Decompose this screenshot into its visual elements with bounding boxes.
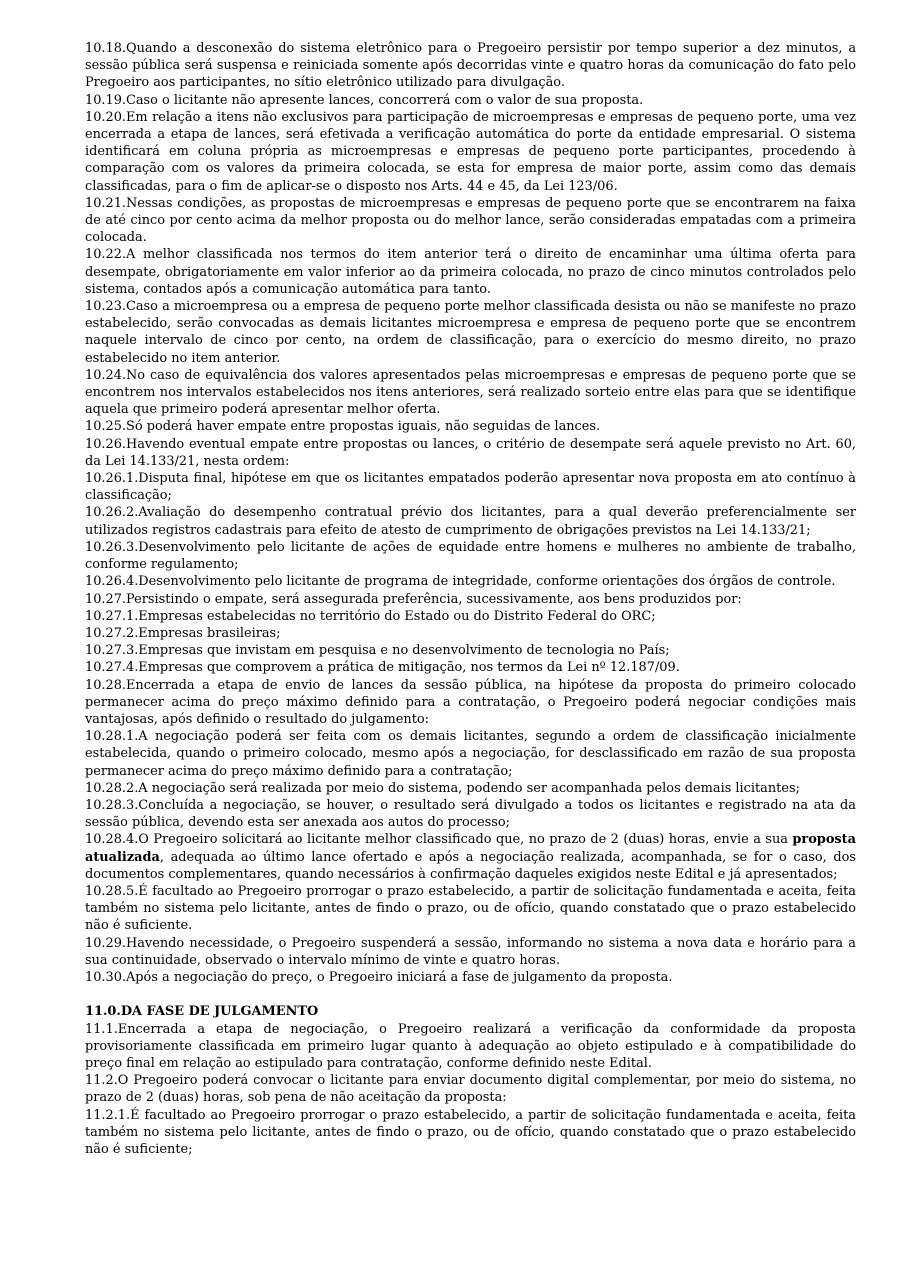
section-10-paragraphs [85, 40, 856, 831]
paragraph: 10.26.3.Desenvolvimento pelo licitante de ações de equidade entre homens e mulheres no ambiente de trabalho, conforme regulamento; [85, 539, 856, 573]
paragraph-text: 10.28.4.O Pregoeiro solicitará ao licitante melhor classificado que, no prazo de 2 (duas) horas, envie a sua [85, 832, 793, 848]
paragraph: 10.27.2.Empresas brasileiras; [85, 625, 281, 641]
paragraph-text: , adequada ao último lance ofertado e após a negociação realizada, acompanhada, se for o caso, dos documentos complementares, quando necessários à confirmação daqueles exigidos neste Edital e já apresentados; [85, 849, 856, 882]
paragraph: 10.28.1.A negociação poderá ser feita com os demais licitantes, segundo a ordem de classificação inicialmente estabelecida, quando o primeiro colocado, mesmo após a negociação, for desclassificado em razão de sua proposta permanecer acima do preço máximo definido para a contratação; [85, 729, 856, 779]
paragraph: 10.27.1.Empresas estabelecidas no território do Estado ou do Distrito Federal do ORC; [85, 608, 656, 624]
paragraph: 11.1.Encerrada a etapa de negociação, o Pregoeiro realizará a verificação da conformidade da proposta provisoriamente classificada em primeiro lugar quanto à adequação ao objeto estipulado e à compatibilidade do preço final em relação ao estipulado para contratação, conforme definido neste Edital. [85, 1021, 856, 1071]
paragraph: 10.18.Quando a desconexão do sistema eletrônico para o Pregoeiro persistir por tempo superior a dez minutos, a sessão pública será suspensa e reiniciada somente após decorridas vinte e quatro horas da comunicação do fato pelo Pregoeiro aos participantes, no sítio eletrônico utilizado para divulgação. [85, 41, 856, 91]
paragraph: 10.26.4.Desenvolvimento pelo licitante de programa de integridade, conforme orientações dos órgãos de controle. [85, 574, 836, 590]
paragraph: 10.19.Caso o licitante não apresente lances, concorrerá com o valor de sua proposta. [85, 92, 644, 108]
paragraph: 10.27.3.Empresas que invistam em pesquisa e no desenvolvimento de tecnologia no País; [85, 643, 670, 659]
paragraph: 10.21.Nessas condições, as propostas de microempresas e empresas de pequeno porte que se encontrarem na faixa de até cinco por cento acima da melhor proposta ou do melhor lance, serão consideradas empatadas com a primeira colocada. [85, 195, 856, 246]
paragraph: 10.29.Havendo necessidade, o Pregoeiro suspenderá a sessão, informando no sistema a nova data e horário para a sua continuidade, observado o intervalo mínimo de vinte e quatro horas. [85, 935, 856, 968]
paragraph: 11.2.O Pregoeiro poderá convocar o licitante para enviar documento digital complementar, por meio do sistema, no prazo de 2 (duas) horas, sob pena de não aceitação da proposta: [85, 1073, 856, 1106]
bold-term: proposta atualizada [85, 832, 856, 865]
paragraph: 10.23.Caso a microempresa ou a empresa de pequeno porte melhor classificada desista ou não se manifeste no prazo estabelecido, serão convocadas as demais licitantes microempresa e empresa de pequeno porte que se encontrem naquele intervalo de cinco por cento, na ordem de classificação, para o exercício do mesmo direito, no prazo estabelecido no item anterior. [85, 299, 856, 366]
paragraph: 11.2.1.É facultado ao Pregoeiro prorrogar o prazo estabelecido, a partir de solicitação fundamentada e aceita, feita também no sistema pelo licitante, antes de findo o prazo, ou de ofício, quando constatado que o prazo estabelecido não é suficiente; [85, 1107, 856, 1157]
paragraph: 10.28.3.Concluída a negociação, se houver, o resultado será divulgado a todos os licitantes e registrado na ata da sessão pública, devendo esta ser anexada aos autos do processo; [85, 797, 856, 831]
section-10-closing-paragraphs [85, 883, 856, 986]
paragraph: 10.24.No caso de equivalência dos valores apresentados pelas microempresas e empresas de pequeno porte que se encontrem nos intervalos estabelecidos nos itens anteriores, será realizado sorteio entre elas para que se identifique aquela que primeiro poderá apresentar melhor oferta. [85, 367, 856, 418]
paragraph-10-28-4 [85, 831, 856, 883]
section-spacer [85, 986, 856, 1003]
paragraph: 10.27.4.Empresas que comprovem a prática de mitigação, nos termos da Lei nº 12.187/09. [85, 660, 680, 676]
paragraph: 10.26.2.Avaliação do desempenho contratual prévio dos licitantes, para a qual deverão preferencialmente ser utilizados registros cadastrais para efeito de atesto de cumprimento de obrigações previstos na Lei 14.133/21; [85, 505, 856, 538]
paragraph: 10.25.Só poderá haver empate entre propostas iguais, não seguidas de lances. [85, 419, 601, 435]
paragraph: 10.22.A melhor classificada nos termos do item anterior terá o direito de encaminhar uma última oferta para desempate, obrigatoriamente em valor inferior ao da primeira colocada, no prazo de cinco minutos controlados pelo sistema, contados após a comunicação automática para tanto. [85, 247, 856, 297]
paragraph: 10.27.Persistindo o empate, será assegurada preferência, sucessivamente, aos bens produzidos por: [85, 591, 742, 607]
paragraph: 10.30.Após a negociação do preço, o Pregoeiro iniciará a fase de julgamento da proposta. [85, 969, 673, 985]
paragraph: 10.26.Havendo eventual empate entre propostas ou lances, o critério de desempate será aquele previsto no Art. 60, da Lei 14.133/21, nesta ordem: [85, 436, 856, 469]
paragraph: 10.28.2.A negociação será realizada por meio do sistema, podendo ser acompanhada pelos demais licitantes; [85, 780, 800, 796]
paragraph: 10.28.5.É facultado ao Pregoeiro prorrogar o prazo estabelecido, a partir de solicitação fundamentada e aceita, feita também no sistema pelo licitante, antes de findo o prazo, ou de ofício, quando constatado que o prazo estabelecido não é suficiente. [85, 883, 856, 934]
paragraph: 10.28.Encerrada a etapa de envio de lances da sessão pública, na hipótese da proposta do primeiro colocado permanecer acima do preço máximo definido para a contratação, o Pregoeiro poderá negociar condições mais vantajosas, após definido o resultado do julgamento: [85, 677, 856, 727]
section-11-paragraphs [85, 1021, 856, 1159]
paragraph: 10.26.1.Disputa final, hipótese em que os licitantes empatados poderão apresentar nova proposta em ato contínuo à classificação; [85, 471, 856, 504]
section-heading: 11.0.DA FASE DE JULGAMENTO [85, 1004, 319, 1020]
paragraph: 10.20.Em relação a itens não exclusivos para participação de microempresas e empresas de pequeno porte, uma vez encerrada a etapa de lances, será efetivada a verificação automática do porte da entidade empresarial. O sistema identificará em coluna própria as microempresas e empresas de pequeno porte participantes, procedendo à comparação com os valores da primeira colocada, se esta for empresa de maior porte, assim como das demais classificadas, para o fim de aplicar-se o disposto nos Arts. 44 e 45, da Lei 123/06. [85, 109, 856, 194]
